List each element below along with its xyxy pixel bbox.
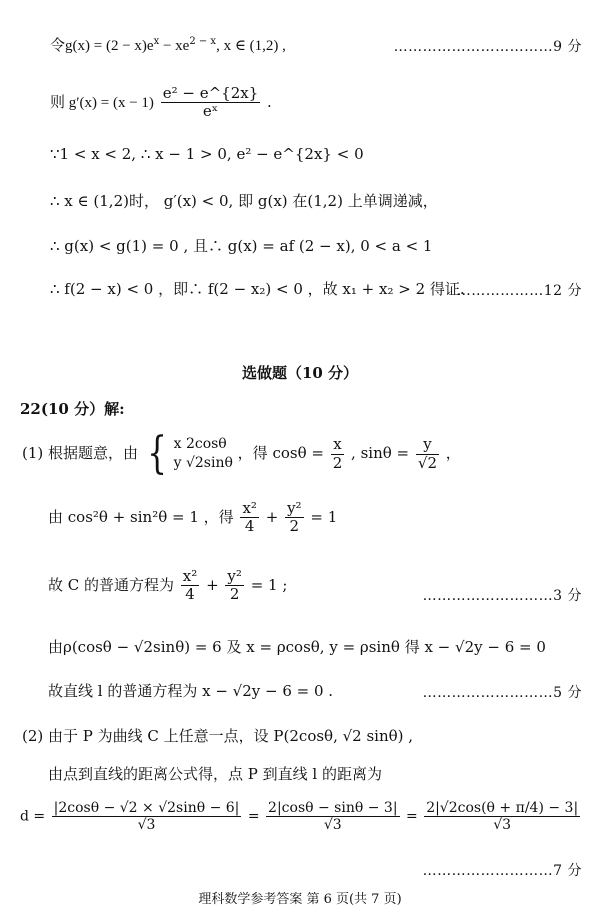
- line-g-derivative: 则 g′(x) = (x − 1) $\frac{\text{e² − e\textasciicircum{}\{2x\}}}{\text{eˣ}}$ .: [50, 84, 272, 121]
- fraction: $\frac{\text{x²}}{4}$: [182, 567, 198, 604]
- fraction: $\frac{\text{x²}}{4}$: [242, 499, 257, 536]
- q22-step7: 由点到直线的距离公式得，点 P 到直线 l 的距离为: [48, 765, 382, 783]
- param-system: x 2cosθ y √2sinθ: [173, 436, 233, 471]
- section-title: 选做题（10 分）: [241, 364, 359, 382]
- fraction: $\frac{|2\cos\theta - √2 \times √2\sin\theta - 6|}{√3}$: [53, 800, 240, 834]
- q22-header: 22(10 分）解:: [20, 400, 125, 418]
- left-brace: {: [147, 428, 167, 479]
- score-3: ………………………3 分: [422, 588, 582, 604]
- q22-step6: (2) 由于 P 为曲线 C 上任意一点，设 P(2cosθ, √2 sinθ) ,: [22, 727, 414, 745]
- fraction: $\frac{2|\cos\theta - \sin\theta - 3|}{√3}$: [268, 800, 398, 834]
- line-g-less: ∴ g(x) < g(1) = 0 , 且∴ g(x) = af (2 − x), 0 < a < 1: [50, 237, 433, 255]
- fraction: $\frac{y}{√2}$: [417, 435, 437, 472]
- score-9: ……………………………9 分: [393, 39, 582, 55]
- fraction: $\frac{\text{y²}}{2}$: [227, 567, 242, 604]
- line-proved: ∴ f(2 − x) < 0 ，即∴ f(2 − x₂) < 0 ，故 x₁ + x₂ > 2 得证.: [50, 280, 465, 298]
- fraction: $\frac{x}{2}$: [332, 435, 343, 472]
- line-decreasing: ∴ x ∈ (1,2)时， g′(x) < 0, 即 g(x) 在(1,2) 上单调递减，: [50, 192, 438, 210]
- q22-step3: 故 C 的普通方程为 $\frac{\text{x²}}{4}$ + $\frac{\text{y²}}{2}$ = 1 ;: [48, 567, 288, 604]
- line-define-g: 令$g(x) = (2 - x)e^x - xe^{2 - x}$, x ∈ (1,2) ,: [50, 36, 286, 54]
- score-12: ………………12 分: [456, 283, 582, 299]
- score-7: ………………………7 分: [422, 863, 582, 879]
- q22-step5: 故直线 l 的普通方程为 x − √2y − 6 = 0 .: [48, 682, 334, 700]
- fraction: $\frac{\text{y²}}{2}$: [287, 499, 302, 536]
- fraction: $\frac{\text{e² − e\textasciicircum{}\{2x\}}}{\text{eˣ}}$: [162, 84, 259, 121]
- line-since: ∵1 < x < 2, ∴ x − 1 > 0, e² − e^{2x} < 0: [50, 145, 364, 163]
- score-5: ………………………5 分: [422, 685, 582, 701]
- q22-distance: d = $\frac{|2\cos\theta - √2 \times √2\sin\theta - 6|}{√3}$ = $\frac{2|\cos\theta - \sin\theta - 3|}{√3}$ = $\frac{2|√2\cos(\theta + \pi/4) - 3|}{√3}$: [20, 800, 579, 834]
- q22-step2: 由 cos²θ + sin²θ = 1 ，得 $\frac{\text{x²}}{4}$ + $\frac{\text{y²}}{2}$ = 1: [48, 499, 338, 536]
- page-footer: 理科数学参考答案 第 6 页(共 7 页): [198, 892, 402, 907]
- q22-step4: 由ρ(cosθ − √2sinθ) = 6 及 x = ρcosθ, y = ρsinθ 得 x − √2y − 6 = 0: [48, 638, 546, 656]
- q22-step1: (1) 根据题意，由 { x 2cosθ y √2sinθ ，得 cosθ = $\frac{x}{2}$ , sinθ = $\frac{y}{√2}$ ，: [22, 428, 461, 479]
- fraction: $\frac{2|√2\cos(\theta + \pi/4) - 3|}{√3}$: [426, 800, 579, 834]
